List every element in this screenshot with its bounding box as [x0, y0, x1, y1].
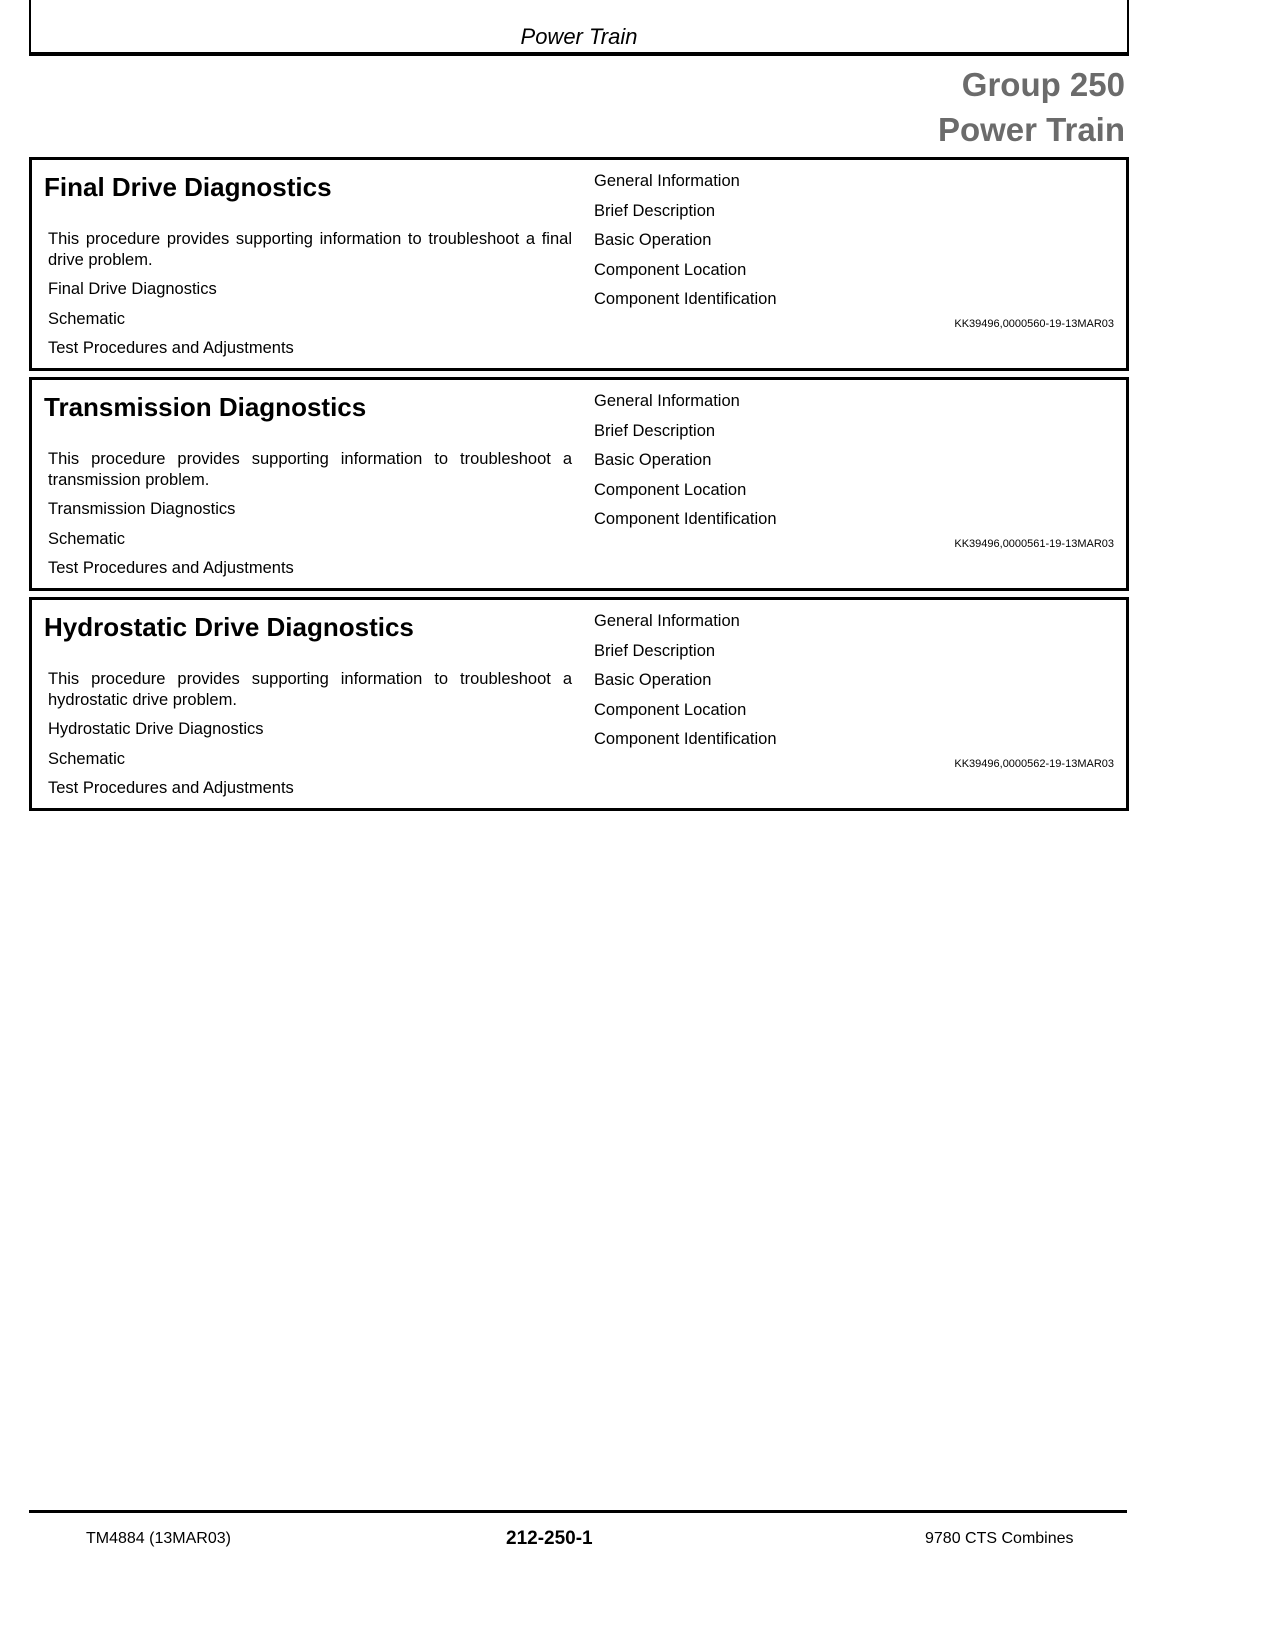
- section-right-column: [594, 171, 777, 319]
- link-brief-description[interactable]: Brief Description: [594, 641, 716, 660]
- link-brief-description[interactable]: Brief Description: [594, 201, 716, 220]
- link-general-information[interactable]: General Information: [594, 172, 740, 190]
- link-general-information[interactable]: General Information: [594, 392, 740, 410]
- link-component-location[interactable]: Component Location: [594, 260, 747, 279]
- section-right-column: [594, 611, 777, 759]
- link-component-location[interactable]: Component Location: [594, 480, 747, 499]
- link-basic-operation[interactable]: Basic Operation: [594, 451, 712, 470]
- link-component-identification[interactable]: Component Identification: [594, 510, 777, 529]
- footer-divider: [29, 1510, 1127, 1513]
- link-test-procedures[interactable]: Test Procedures and Adjustments: [48, 779, 294, 798]
- link-general-information[interactable]: General Information: [594, 612, 740, 630]
- section-reference-code: KK39496,0000562-19-13MAR03: [954, 758, 1114, 770]
- group-number: Group 250: [961, 66, 1125, 103]
- link-schematic[interactable]: Schematic: [48, 749, 126, 768]
- link-component-identification[interactable]: Component Identification: [594, 290, 777, 309]
- section-left-column: [48, 669, 572, 808]
- footer-product: 9780 CTS Combines: [925, 1530, 1074, 1547]
- footer-manual-id: TM4884 (13MAR03): [86, 1530, 231, 1547]
- section-transmission: [29, 377, 1129, 591]
- group-title: Power Train: [937, 111, 1125, 148]
- section-final-drive: [29, 157, 1129, 371]
- section-reference-code: KK39496,0000561-19-13MAR03: [954, 538, 1114, 550]
- link-schematic[interactable]: Schematic: [48, 309, 126, 328]
- section-title: Hydrostatic Drive Diagnostics: [44, 612, 414, 642]
- link-brief-description[interactable]: Brief Description: [594, 421, 716, 440]
- section-title: Final Drive Diagnostics: [44, 172, 332, 202]
- link-transmission-diagnostics[interactable]: Transmission Diagnostics: [48, 500, 236, 518]
- section-right-column: [594, 391, 777, 539]
- section-description: This procedure provides supporting information to troubleshoot a hydrostatic drive problem.: [48, 670, 572, 709]
- section-description: This procedure provides supporting information to troubleshoot a transmission problem.: [48, 450, 572, 489]
- link-test-procedures[interactable]: Test Procedures and Adjustments: [48, 559, 294, 578]
- section-description: This procedure provides supporting information to troubleshoot a final drive problem.: [48, 230, 572, 269]
- running-header: [29, 0, 1129, 56]
- section-reference-code: KK39496,0000560-19-13MAR03: [954, 318, 1114, 330]
- section-left-column: [48, 229, 572, 368]
- section-hydrostatic-drive: [29, 597, 1129, 811]
- link-test-procedures[interactable]: Test Procedures and Adjustments: [48, 339, 294, 358]
- link-hydrostatic-drive-diagnostics[interactable]: Hydrostatic Drive Diagnostics: [48, 720, 264, 738]
- link-component-identification[interactable]: Component Identification: [594, 730, 777, 749]
- link-final-drive-diagnostics[interactable]: Final Drive Diagnostics: [48, 280, 217, 298]
- link-schematic[interactable]: Schematic: [48, 529, 126, 548]
- footer-page-number: 212-250-1: [506, 1528, 593, 1549]
- section-title: Transmission Diagnostics: [44, 392, 367, 422]
- running-header-title: Power Train: [520, 24, 638, 49]
- link-basic-operation[interactable]: Basic Operation: [594, 231, 712, 250]
- link-basic-operation[interactable]: Basic Operation: [594, 671, 712, 690]
- section-left-column: [48, 449, 572, 588]
- link-component-location[interactable]: Component Location: [594, 700, 747, 719]
